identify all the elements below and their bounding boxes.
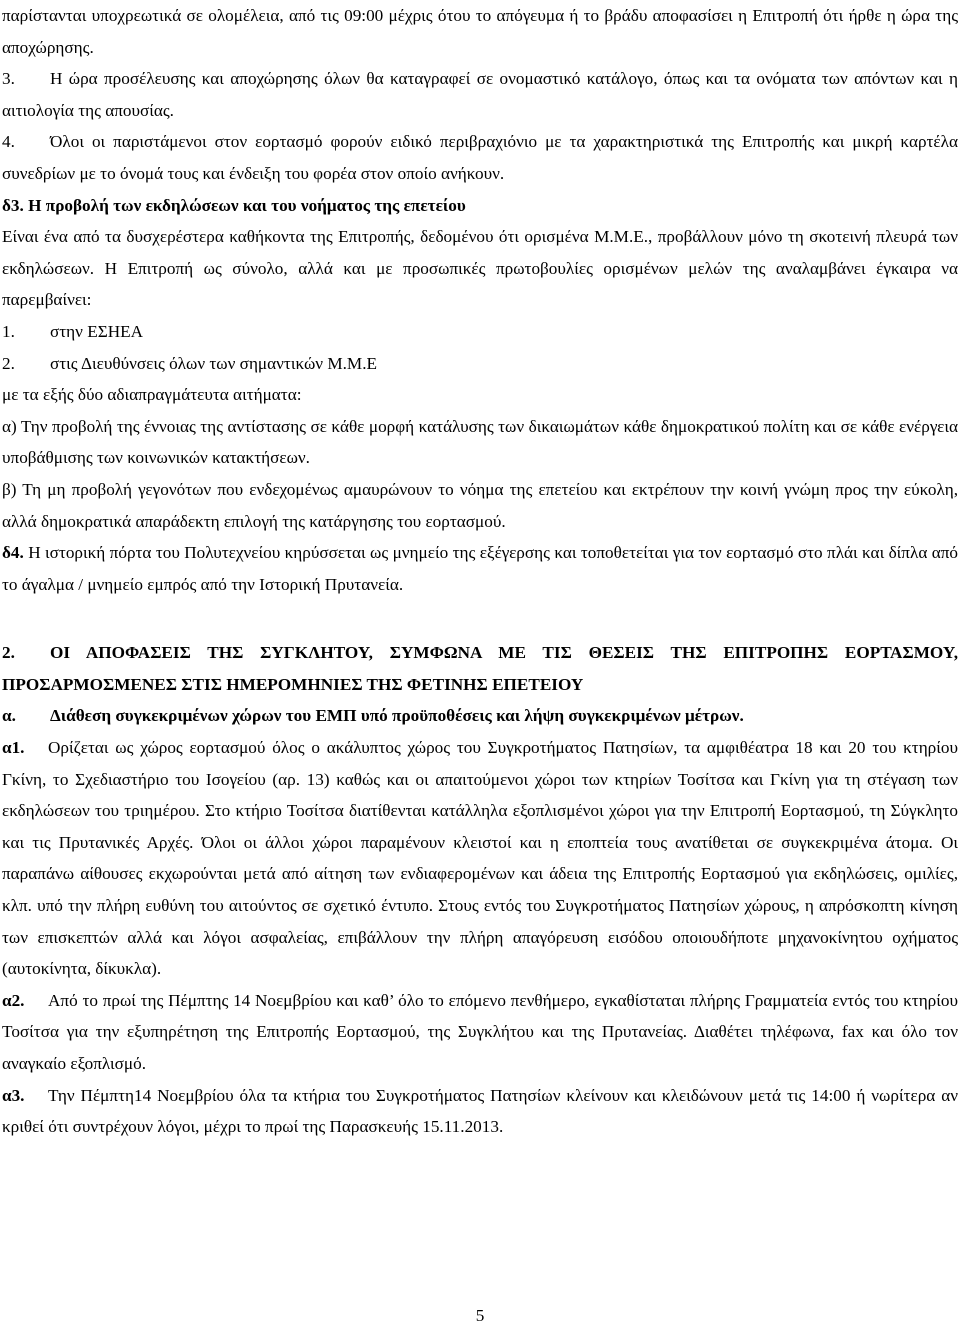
- page-number: 5: [475, 1306, 485, 1325]
- request-a: α) Την προβολή της έννοιας της αντίστασης σε κάθε μορφή κατάλυσης των δικαιωμάτων κάθε δημοκρατικού πολίτη και σε κάθε ενέργεια υποβάθμισης των κοινωνικών κατακτήσεων.: [2, 416, 958, 468]
- paragraph-a2: [2, 985, 958, 1080]
- section-heading-d3: δ3. Η προβολή των εκδηλώσεων και του νοήματος της επετείου: [2, 195, 466, 215]
- section-title: ΟΙ ΑΠΟΦΑΣΕΙΣ ΤΗΣ ΣΥΓΚΛΗΤΟΥ, ΣΥΜΦΩΝΑ ΜΕ ΤΙΣ ΘΕΣΕΙΣ ΤΗΣ ΕΠΙΤΡΟΠΗΣ ΕΟΡΤΑΣΜΟΥ, ΠΡΟΣΑΡΜΟΣΜΕΝΕΣ ΣΤΙΣ ΗΜΕΡΟΜΗΝΙΕΣ ΤΗΣ ΦΕΤΙΝΗΣ ΕΠΕΤΕΙΟΥ: [2, 643, 958, 694]
- section-spacer: [2, 600, 958, 637]
- request-b: β) Τη μη προβολή γεγονότων που ενδεχομένως αμαυρώνουν το νόημα της επετείου και εκτρέπουν την κοινή γνώμη προς την εύκολη, αλλά δημοκρατικά απαράδεκτη επιλογή της κατάργησης του εορτασμού.: [2, 479, 958, 531]
- paragraph-label: α2.: [2, 990, 25, 1010]
- subsection-heading-a: [2, 700, 958, 732]
- section-heading-2: [2, 637, 958, 700]
- list-item-media: [2, 348, 958, 380]
- list-text: στις Διευθύνσεις όλων των σημαντικών Μ.Μ.Ε: [50, 353, 377, 373]
- list-number: 3.: [2, 69, 15, 89]
- paragraph-label: δ4.: [2, 543, 24, 563]
- paragraph-a1: [2, 732, 958, 985]
- section-number: 2.: [2, 643, 15, 663]
- paragraph-label: α1.: [2, 738, 25, 758]
- paragraph-text: Η ιστορική πόρτα του Πολυτεχνείου κηρύσσεται ως μνημείο της εξέγερσης και τοποθετείται για τον εορτασμό στο πλάι και δίπλα από το άγαλμα / μνημείο εμπρός από την Ιστορική Πρυτανεία.: [2, 543, 958, 594]
- list-text: Όλοι οι παριστάμενοι στον εορτασμό φορούν ειδικό περιβραχιόνιο με τα χαρακτηριστικά της Επιτροπής και μικρή καρτέλα συνεδρίων με το όνομά τους και ένδειξη του φορέα στον οποίο ανήκουν.: [2, 132, 958, 183]
- list-item-3: [2, 63, 958, 126]
- paragraph-text: Είναι ένα από τα δυσχερέστερα καθήκοντα της Επιτροπής, δεδομένου ότι ορισμένα Μ.Μ.Ε., προβάλλουν μόνο τη σκοτεινή πλευρά των εκδηλώσεων. Η Επιτροπή ως σύνολο, αλλά και με προσωπικές πρωτοβουλίες ορισμένων μελών της αναλαμβάνει έγκαιρα να παρεμβαίνει:: [2, 227, 958, 310]
- paragraph-a3: [2, 1080, 958, 1143]
- paragraph-text: παρίστανται υποχρεωτικά σε ολομέλεια, από τις 09:00 μέχρις ότου το απόγευμα ή το βράδυ αποφασίσει η Επιτροπή ότι ήρθε η ώρα της αποχώρησης.: [2, 6, 958, 57]
- subsection-number: α.: [2, 706, 16, 726]
- paragraph-text: Από το πρωί της Πέμπτης 14 Νοεμβρίου και καθ’ όλο το επόμενο πενθήμερο, εγκαθίσταται πλήρης Γραμματεία εντός του κτηρίου Τοσίτσα για την εξυπηρέτηση της Επιτροπής Εορτασμού, της Συγκλήτου και της Πρυτανείας. Διαθέτει τηλέφωνα, fax και όλο τον αναγκαίο εξοπλισμό.: [2, 990, 958, 1073]
- paragraph-attendance-continued: [2, 0, 958, 63]
- list-item-4: [2, 126, 958, 189]
- document-page: [2, 0, 958, 1143]
- paragraph-d4: [2, 537, 958, 600]
- subsection-title: Διάθεση συγκεκριμένων χώρων του ΕΜΠ υπό προϋποθέσεις και λήψη συγκεκριμένων μέτρων.: [50, 706, 744, 726]
- paragraph-d3-body: [2, 221, 958, 316]
- list-number: 1.: [2, 321, 15, 341]
- list-text: Η ώρα προσέλευσης και αποχώρησης όλων θα καταγραφεί σε ονομαστικό κατάλογο, όπως και τα ονόματα των απόντων και η αιτιολογία της απουσίας.: [2, 69, 958, 120]
- list-text: στην ΕΣΗΕΑ: [50, 321, 144, 341]
- paragraph-text: Ορίζεται ως χώρος εορτασμού όλος ο ακάλυπτος χώρος του Συγκροτήματος Πατησίων, τα αμφιθέατρα 18 και 20 του κτηρίου Γκίνη, το Σχεδιαστήριο του Ισογείου (αρ. 13) καθώς και οι απαιτούμενοι χώροι των κτηρίων Τοσίτσα και Γκίνη για τη στέγαση των εκδηλώσεων του τριημέρου. Στο κτήριο Τοσίτσα διατίθενται κατάλληλα εξοπλισμένοι χώροι για την Επιτροπή Εορτασμού, τη Σύγκλητο και τις Πρυτανικές Αρχές. Όλοι οι άλλοι χώροι παραμένουν κλειστοί και η εποπτεία τους ανατίθεται σε συγκεκριμένα άτομα. Οι παραπάνω αίθουσες εκχωρούνται μετά από αίτηση των ενδιαφερομένων και άδεια της Επιτροπής Εορτασμού για εκδηλώσεις, ομιλίες, κλπ. υπό την πλήρη ευθύνη του αιτούντος σε σχετικό έντυπο. Στους εντός του Συγκροτήματος Πατησίων χώρους, η απρόσκοπτη κίνηση των επισκεπτών αλλά και λόγοι ασφαλείας, επιβάλλουν την πλήρη απαγόρευση εισόδου οποιουδήποτε μηχανοκίνητου οχήματος (αυτοκίνητα, δίκυκλα).: [2, 738, 958, 979]
- requests-intro: με τα εξής δύο αδιαπραγμάτευτα αιτήματα:: [2, 385, 302, 405]
- list-item-esiea: [2, 316, 958, 348]
- paragraph-text: Την Πέμπτη14 Νοεμβρίου όλα τα κτήρια του Συγκροτήματος Πατησίων κλείνουν και κλειδώνουν μετά τις 14:00 ή νωρίτερα αν κριθεί ότι συντρέχουν λόγοι, μέχρι το πρωί της Παρασκευής 15.11.2013.: [2, 1085, 958, 1137]
- list-number: 4.: [2, 132, 15, 152]
- paragraph-label: α3.: [2, 1085, 25, 1105]
- list-number: 2.: [2, 353, 15, 373]
